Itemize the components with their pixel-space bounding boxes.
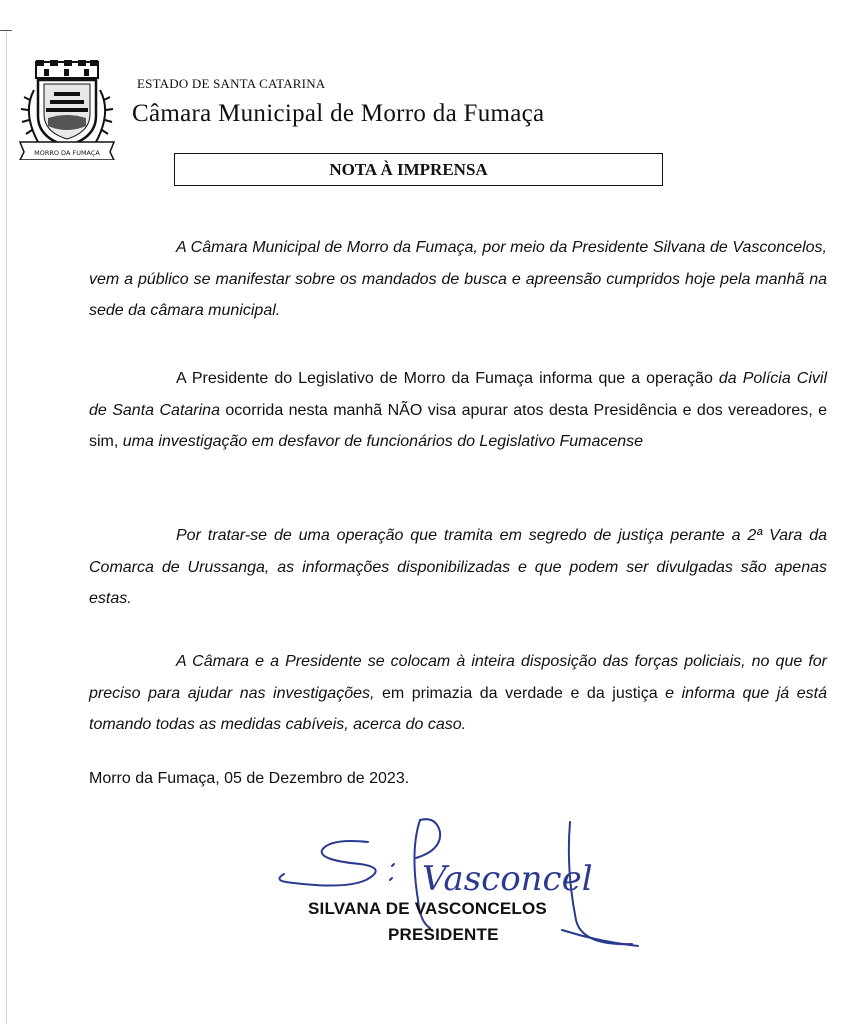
paragraph-2 xyxy=(89,363,827,458)
municipal-crest-icon xyxy=(18,60,116,160)
paragraph-1-text: A Câmara Municipal de Morro da Fumaça, por meio da Presidente Silvana de Vasconcelos, vem a público se manifestar sobre os mandados de busca e apreensão cumpridos hoje pela manhã na sede da câmara municipal. xyxy=(89,239,827,319)
page-margin-line xyxy=(6,30,7,1024)
paragraph-3-text: Por tratar-se de uma operação que tramita em segredo de justiça perante a 2ª Vara da Comarca de Urussanga, as informações disponibilizadas e que podem ser divulgadas são apenas estas. xyxy=(89,527,827,607)
paragraph-1 xyxy=(89,232,827,327)
document-date: Morro da Fumaça, 05 de Dezembro de 2023. xyxy=(89,770,410,787)
paragraph-2-text-b: da Polícia Civil de Santa Catarina xyxy=(89,370,827,419)
state-name: ESTADO DE SANTA CATARINA xyxy=(137,76,326,91)
page-corner-mark xyxy=(0,30,12,31)
signatory-name: SILVANA DE VASCONCELOS xyxy=(308,899,547,918)
paragraph-3 xyxy=(89,520,827,615)
paragraph-2-text-d: uma investigação em desfavor de funcionários do Legislativo Fumacense xyxy=(122,433,644,450)
paragraph-4-text-a: A Câmara e a Presidente se colocam à inteira disposição das forças policiais, no que for preciso para ajudar nas investigações, xyxy=(89,653,827,702)
paragraph-2-text-c: ocorrida nesta manhã NÃO visa apurar atos desta Presidência e dos vereadores, e sim, xyxy=(89,401,827,450)
document-title-box xyxy=(174,153,663,186)
paragraph-4 xyxy=(89,646,827,741)
paragraph-4-text-c: e informa que já está tomando todas as medidas cabíveis, acerca do caso. xyxy=(89,684,827,733)
signatory-role: PRESIDENTE xyxy=(388,925,499,944)
paragraph-2-text-a: A Presidente do Legislativo de Morro da Fumaça informa que a operação xyxy=(176,370,719,387)
paragraph-4-text-b: em primazia da verdade e da justiça xyxy=(374,684,666,702)
crest-ribbon-text: MORRO DA FUMAÇA xyxy=(34,149,100,157)
signature-handwriting: Vasconcel xyxy=(422,859,593,899)
chamber-name: Câmara Municipal de Morro da Fumaça xyxy=(132,100,545,127)
document-title: NOTA À IMPRENSA xyxy=(329,159,488,179)
